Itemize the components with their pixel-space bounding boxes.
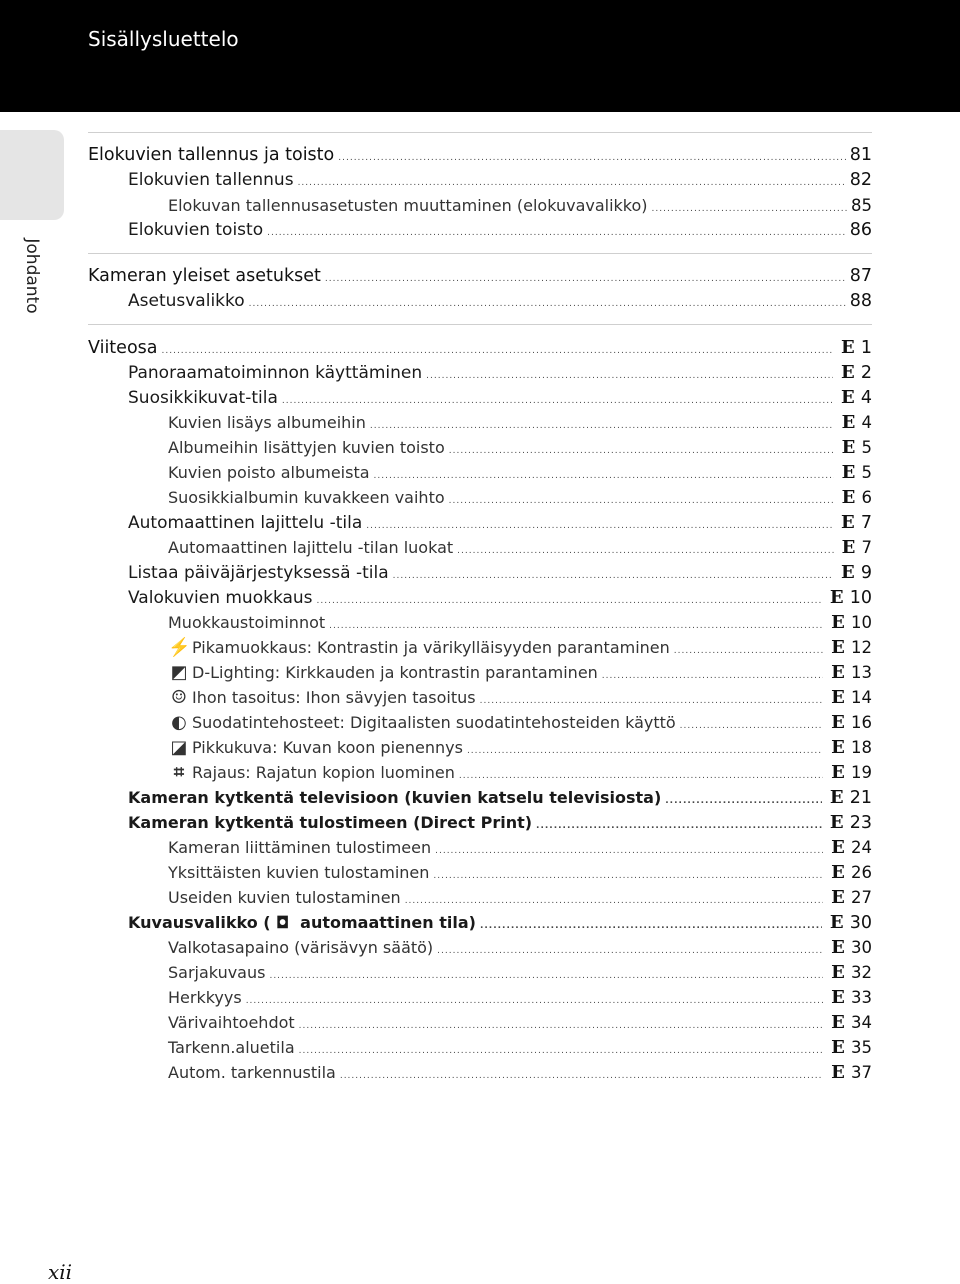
toc-page-value: 12 (851, 638, 872, 657)
toc-entry-title (128, 361, 422, 386)
toc-page-value: 34 (851, 1013, 872, 1032)
dot-leader (249, 292, 846, 317)
toc-entry-title (128, 511, 362, 536)
toc-page-value: 33 (851, 988, 872, 1007)
reference-section-icon: E (841, 437, 856, 458)
toc-entry-title (88, 264, 321, 289)
toc-entry[interactable] (88, 635, 872, 660)
side-tab-label: Johdanto (22, 238, 42, 314)
page-number: xii (48, 1260, 73, 1284)
toc-page-number (827, 1035, 872, 1060)
toc-entry-text: Automaattinen lajittelu -tilan luokat (168, 538, 454, 557)
toc-entry[interactable] (88, 218, 872, 243)
toc-page-number (826, 910, 872, 936)
dot-leader (340, 1064, 823, 1089)
toc-entry[interactable] (88, 1035, 872, 1060)
toc-page-value: 6 (861, 488, 872, 507)
toc-page-number (827, 610, 872, 635)
toc-entry-text: Valokuvien muokkaus (128, 588, 313, 608)
reference-section-icon: E (831, 937, 845, 958)
toc-entry[interactable] (88, 485, 872, 510)
toc-page-value: 21 (849, 788, 872, 808)
reference-section-icon: E (831, 637, 845, 658)
toc-entry-text: Useiden kuvien tulostaminen (168, 888, 401, 907)
reference-section-icon: E (841, 412, 856, 433)
toc-entry-text: Kameran kytkentä televisioon (kuvien katselu televisiosta) (128, 788, 662, 807)
toc-entry-text: Suosikkialbumin kuvakkeen vaihto (168, 488, 445, 507)
toc-page-value: 30 (851, 938, 872, 957)
toc-entry-text: Suosikkikuvat-tila (128, 388, 278, 408)
toc-page-value: 86 (849, 220, 872, 240)
toc-entry-title (168, 485, 445, 510)
toc-entry[interactable] (88, 510, 872, 535)
edit-function-icon: ☺ (170, 687, 188, 708)
toc-entry-title (168, 960, 265, 985)
toc-entry[interactable] (88, 910, 872, 935)
toc-page-number (827, 1060, 872, 1085)
toc-page-value: 32 (851, 963, 872, 982)
toc-entry-text: Autom. tarkennustila (168, 1063, 336, 1082)
dot-leader (449, 439, 834, 464)
toc-page-number (827, 685, 872, 710)
toc-entry-text: Kameran kytkentä tulostimeen (Direct Print) (128, 813, 533, 832)
toc-page-value: 14 (851, 688, 872, 707)
toc-section (88, 324, 872, 1085)
toc-page-number (838, 535, 873, 560)
edit-function-icon: ◐ (171, 712, 187, 733)
toc-entry-text: Ihon tasoitus: Ihon sävyjen tasoitus (192, 688, 476, 707)
dot-leader (665, 789, 821, 814)
dot-leader (267, 221, 846, 246)
toc-entry[interactable] (88, 435, 872, 460)
toc-entry-text: Kuvausvalikko ( (128, 913, 271, 932)
edit-function-icon: ◪ (170, 737, 188, 758)
toc-page-value: 19 (851, 763, 872, 782)
toc-entry[interactable] (88, 168, 872, 193)
reference-section-icon: E (829, 587, 844, 608)
header-bar (0, 0, 960, 112)
toc-page-number (837, 510, 872, 536)
toc-entry-text: Kameran liittäminen tulostimeen (168, 838, 432, 857)
toc-entry-title (168, 435, 445, 460)
toc-section (88, 132, 872, 243)
toc-entry[interactable] (88, 385, 872, 410)
toc-entry-text: Suodatintehosteet: Digitaalisten suodatintehosteiden käyttö (192, 713, 676, 732)
toc-entry-text: Viiteosa (88, 338, 158, 358)
toc-page-number (827, 960, 872, 985)
reference-section-icon: E (831, 662, 845, 683)
toc-entry[interactable] (88, 560, 872, 585)
reference-section-icon: E (841, 537, 856, 558)
toc-section (88, 253, 872, 314)
toc-entry[interactable] (88, 1060, 872, 1085)
dot-leader (449, 489, 834, 514)
dot-leader (602, 664, 823, 689)
toc-page-number (851, 193, 872, 218)
toc-entry-text: Asetusvalikko (128, 291, 245, 311)
toc-entry-text: Pikkukuva: Kuvan koon pienennys (192, 738, 463, 757)
toc-entry-title (128, 386, 278, 411)
toc-page-value: 27 (851, 888, 872, 907)
toc-page-value: 18 (851, 738, 872, 757)
side-tab-label-box (20, 236, 44, 316)
toc-entry[interactable] (88, 960, 872, 985)
toc-entry[interactable] (88, 585, 872, 610)
toc-page-value: 5 (861, 438, 872, 457)
toc-entry-title (128, 910, 476, 935)
toc-entry-title (168, 635, 670, 660)
toc-page-value: 5 (861, 463, 872, 482)
reference-section-icon: E (831, 1037, 845, 1058)
toc-page-number (850, 143, 872, 168)
toc-page-number (827, 985, 872, 1010)
toc-entry-text: Kuvien poisto albumeista (168, 463, 370, 482)
toc-page-value: 4 (860, 388, 872, 408)
reference-section-icon: E (831, 687, 845, 708)
dot-leader (435, 839, 823, 864)
reference-section-icon: E (831, 862, 845, 883)
reference-section-icon: E (831, 612, 845, 633)
toc-entry-title (168, 710, 676, 735)
dot-leader (680, 714, 823, 739)
toc-entry-title (168, 535, 453, 560)
toc-entry-title (168, 660, 598, 685)
toc-entry[interactable] (88, 660, 872, 685)
dot-leader (437, 939, 823, 964)
reference-section-icon: E (831, 837, 845, 858)
toc-entry[interactable] (88, 985, 872, 1010)
toc-entry-title (168, 1035, 295, 1060)
reference-section-icon: E (840, 362, 855, 383)
toc-page-number (826, 785, 872, 811)
dot-leader (325, 267, 846, 292)
dot-leader (433, 864, 823, 889)
toc-page-number (837, 560, 872, 586)
toc-entry[interactable] (88, 710, 872, 735)
toc-entry-title (88, 336, 158, 361)
reference-section-icon: E (831, 987, 845, 1008)
toc-page-value: 37 (851, 1063, 872, 1082)
toc-page-value: 7 (861, 538, 872, 557)
toc-page-value: 4 (861, 413, 872, 432)
toc-entry-title (128, 168, 294, 193)
dot-leader (299, 1039, 823, 1064)
toc-entry-title (128, 289, 245, 314)
toc-entry-title (168, 410, 366, 435)
toc-page-number (838, 460, 873, 485)
side-tab[interactable] (0, 130, 64, 220)
toc-entry-text: Elokuvien tallennus ja toisto (88, 145, 335, 165)
dot-leader (457, 539, 833, 564)
toc-page-value: 16 (851, 713, 872, 732)
toc-entry-text: Herkkyys (168, 988, 242, 1007)
toc-page-value: 85 (851, 196, 872, 215)
toc-entry[interactable] (88, 460, 872, 485)
reference-section-icon: E (831, 1012, 845, 1033)
reference-section-icon: E (840, 512, 855, 533)
toc-page-number (827, 935, 872, 960)
toc-entry-title (168, 460, 370, 485)
toc-page-number (850, 218, 872, 243)
toc-entry-title (168, 935, 433, 960)
toc-entry[interactable] (88, 610, 872, 635)
dot-leader (480, 914, 822, 939)
toc-page-value: 81 (849, 145, 872, 165)
toc-page-number (826, 810, 872, 836)
toc-page-number (826, 585, 872, 611)
toc-entry-title (168, 735, 463, 760)
toc-page-value: 88 (849, 291, 872, 311)
dot-leader (426, 364, 833, 389)
dot-leader (317, 589, 822, 614)
toc-entry-text: Albumeihin lisättyjen kuvien toisto (168, 438, 445, 457)
toc-entry[interactable] (88, 1010, 872, 1035)
toc-entry-title (128, 785, 661, 810)
reference-section-icon: E (840, 387, 855, 408)
toc-entry-text-after: automaattinen tila) (294, 913, 476, 932)
dot-leader (269, 964, 823, 989)
toc-entry-text: Automaattinen lajittelu -tila (128, 513, 363, 533)
toc-entry[interactable] (88, 735, 872, 760)
toc-entry-text: Tarkenn.aluetila (168, 1038, 295, 1057)
toc-entry[interactable] (88, 935, 872, 960)
dot-leader (652, 197, 847, 222)
toc-page-number (850, 264, 872, 289)
toc-entry-title (88, 143, 334, 168)
reference-section-icon: E (831, 737, 845, 758)
toc-page-number (850, 289, 872, 314)
edit-function-icon: ⌗ (173, 762, 185, 783)
toc-page-value: 1 (860, 338, 872, 358)
table-of-contents (88, 132, 872, 1095)
toc-entry[interactable] (88, 885, 872, 910)
toc-entry[interactable] (88, 835, 872, 860)
reference-section-icon: E (831, 887, 845, 908)
toc-entry-text: Elokuvan tallennusasetusten muuttaminen (elokuvavalikko) (168, 196, 648, 215)
toc-entry-title (128, 561, 389, 586)
toc-entry-text: D-Lighting: Kirkkauden ja kontrastin parantaminen (192, 663, 598, 682)
toc-entry-title (168, 1060, 336, 1085)
reference-section-icon: E (831, 962, 845, 983)
toc-page-value: 10 (851, 613, 872, 632)
reference-section-icon: E (829, 912, 844, 933)
toc-entry[interactable] (88, 685, 872, 710)
reference-section-icon: E (841, 487, 856, 508)
toc-entry-title (168, 760, 455, 785)
toc-entry-text: Elokuvien toisto (128, 220, 264, 240)
reference-section-icon: E (829, 812, 844, 833)
toc-entry[interactable] (88, 193, 872, 218)
toc-page-value: 24 (851, 838, 872, 857)
reference-section-icon: E (831, 712, 845, 733)
camera-mode-icon: ◘ (275, 913, 290, 932)
toc-entry-text: Kuvien lisäys albumeihin (168, 413, 366, 432)
toc-page-number (827, 835, 872, 860)
toc-entry-text: Listaa päiväjärjestyksessä -tila (128, 563, 389, 583)
toc-entry-title (128, 586, 313, 611)
toc-entry[interactable] (88, 264, 872, 289)
toc-page-number (837, 360, 872, 386)
toc-entry-text: Kameran yleiset asetukset (88, 266, 321, 286)
toc-page-number (827, 635, 872, 660)
toc-page-number (827, 710, 872, 735)
toc-page-value: 7 (860, 513, 872, 533)
toc-entry-text: Panoraamatoiminnon käyttäminen (128, 363, 423, 383)
toc-entry-text: Pikamuokkaus: Kontrastin ja värikylläisyyden parantaminen (192, 638, 670, 657)
reference-section-icon: E (840, 337, 855, 358)
toc-page-number (827, 760, 872, 785)
dot-leader (299, 1014, 823, 1039)
dot-leader (338, 146, 845, 171)
toc-entry[interactable] (88, 289, 872, 314)
dot-leader (393, 564, 833, 589)
toc-page-value: 30 (849, 913, 872, 933)
toc-page-number (827, 885, 872, 910)
header-title: Sisällysluettelo (88, 27, 239, 51)
toc-entry[interactable] (88, 143, 872, 168)
toc-page-number (850, 168, 872, 193)
toc-entry[interactable] (88, 535, 872, 560)
toc-entry-text: Elokuvien tallennus (128, 170, 294, 190)
toc-page-value: 13 (851, 663, 872, 682)
toc-page-value: 23 (849, 813, 872, 833)
toc-entry-title (168, 1010, 295, 1035)
edit-function-icon: ◩ (170, 662, 188, 683)
dot-leader (246, 989, 823, 1014)
toc-entry-title (168, 193, 648, 218)
toc-entry-text: Muokkaustoiminnot (168, 613, 326, 632)
toc-page-value: 9 (860, 563, 872, 583)
toc-entry-text: Sarjakuvaus (168, 963, 266, 982)
toc-entry-title (128, 810, 532, 835)
toc-page-number (838, 435, 873, 460)
toc-entry-title (168, 860, 429, 885)
toc-entry[interactable] (88, 335, 872, 360)
toc-page-value: 2 (860, 363, 872, 383)
toc-entry-title (168, 985, 242, 1010)
toc-entry-title (128, 218, 263, 243)
edit-function-icon: ⚡ (168, 637, 191, 658)
toc-page-number (837, 335, 872, 361)
toc-entry-text: Yksittäisten kuvien tulostaminen (168, 863, 430, 882)
reference-section-icon: E (840, 562, 855, 583)
toc-entry[interactable] (88, 360, 872, 385)
toc-page-value: 26 (851, 863, 872, 882)
toc-entry[interactable] (88, 410, 872, 435)
dot-leader (467, 739, 823, 764)
toc-page-number (827, 660, 872, 685)
reference-section-icon: E (829, 787, 844, 808)
toc-page-number (827, 735, 872, 760)
reference-section-icon: E (841, 462, 856, 483)
toc-page-number (827, 860, 872, 885)
reference-section-icon: E (831, 762, 845, 783)
dot-leader (536, 814, 822, 839)
toc-entry-title (168, 835, 431, 860)
toc-page-number (837, 385, 872, 411)
toc-page-number (827, 1010, 872, 1035)
toc-entry-text: Värivaihtoehdot (168, 1013, 295, 1032)
toc-page-number (838, 410, 873, 435)
toc-page-value: 10 (849, 588, 872, 608)
toc-entry-text: Rajaus: Rajatun kopion luominen (192, 763, 455, 782)
reference-section-icon: E (831, 1062, 845, 1083)
toc-page-value: 82 (849, 170, 872, 190)
toc-entry[interactable] (88, 810, 872, 835)
toc-entry[interactable] (88, 785, 872, 810)
toc-entry-title (168, 685, 476, 710)
toc-entry-title (168, 610, 325, 635)
toc-page-number (838, 485, 873, 510)
toc-entry-text: Valkotasapaino (värisävyn säätö) (168, 938, 434, 957)
toc-entry[interactable] (88, 860, 872, 885)
dot-leader (674, 639, 823, 664)
toc-page-value: 35 (851, 1038, 872, 1057)
toc-entry-title (168, 885, 401, 910)
toc-page-value: 87 (849, 266, 872, 286)
toc-entry[interactable] (88, 760, 872, 785)
